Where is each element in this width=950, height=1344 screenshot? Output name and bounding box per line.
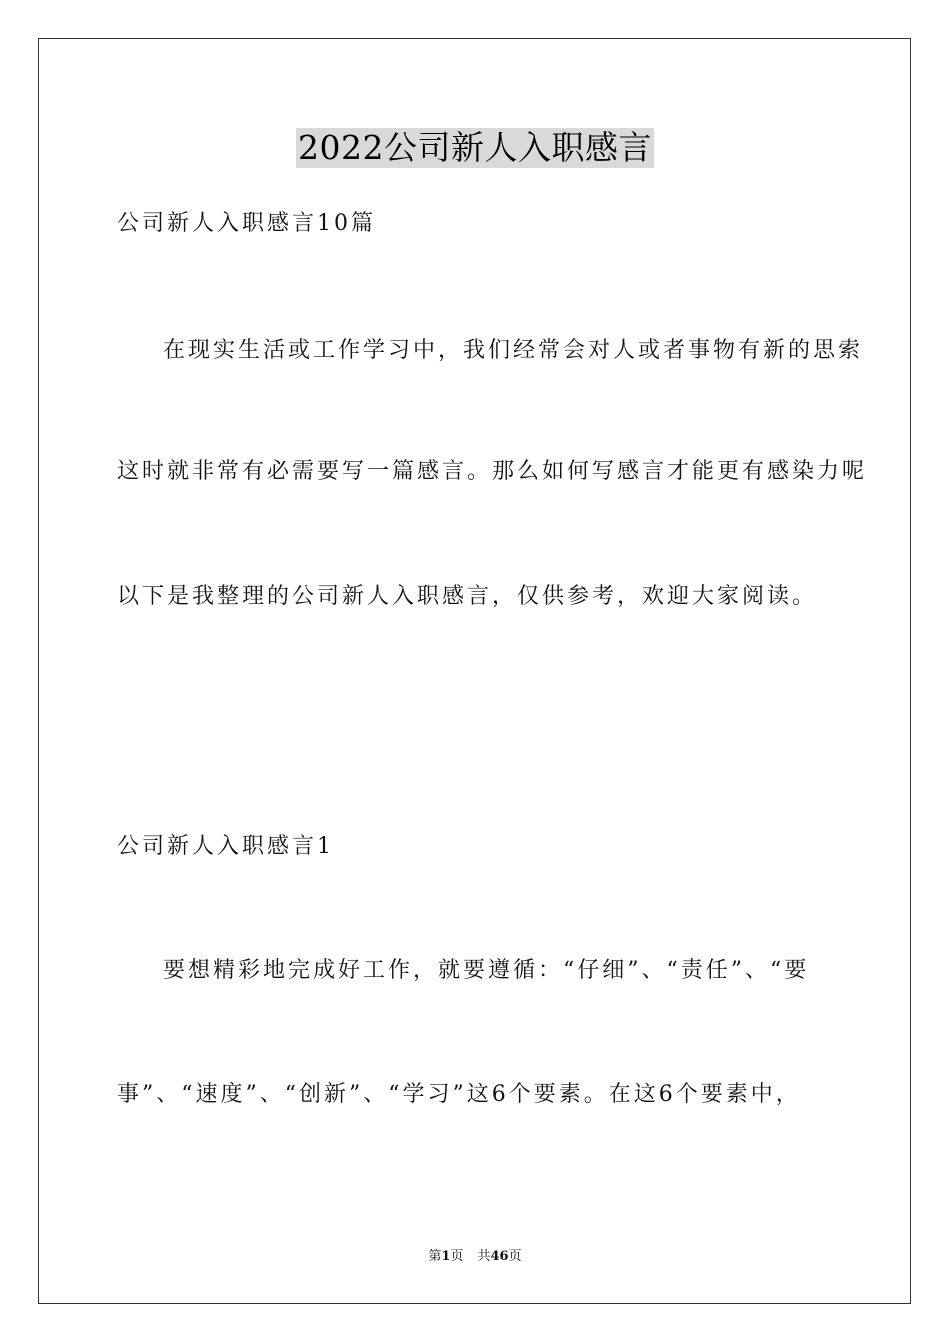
intro-line-3: 以下是我整理的公司新人入职感言，仅供参考，欢迎大家阅读。 <box>117 584 818 609</box>
intro-line-2: 这时就非常有必需要写一篇感言。那么如何写感言才能更有感染力呢 <box>117 459 868 484</box>
section-line-2: 事”、“速度”、“创新”、“学习”这6个要素。在这6个要素中， <box>117 1082 801 1107</box>
footer-page-prefix: 第 <box>428 1249 442 1264</box>
footer-total-suffix: 页 <box>508 1249 522 1264</box>
document-subtitle: 公司新人入职感言10篇 <box>117 211 376 236</box>
intro-line-1: 在现实生活或工作学习中，我们经常会对人或者事物有新的思索 <box>163 338 864 363</box>
section-heading: 公司新人入职感言1 <box>117 834 334 859</box>
page-footer <box>0 1248 950 1266</box>
section-line-1: 要想精彩地完成好工作，就要遵循：“仔细”、“责任”、“要 <box>163 958 810 983</box>
footer-total-prefix: 共 <box>477 1249 491 1264</box>
title-container <box>0 128 950 168</box>
footer-page-suffix: 页 <box>450 1249 464 1264</box>
document-title: 2022公司新人入职感言 <box>298 128 652 167</box>
footer-page-current: 1 <box>441 1249 451 1264</box>
footer-page-total: 46 <box>490 1249 509 1264</box>
